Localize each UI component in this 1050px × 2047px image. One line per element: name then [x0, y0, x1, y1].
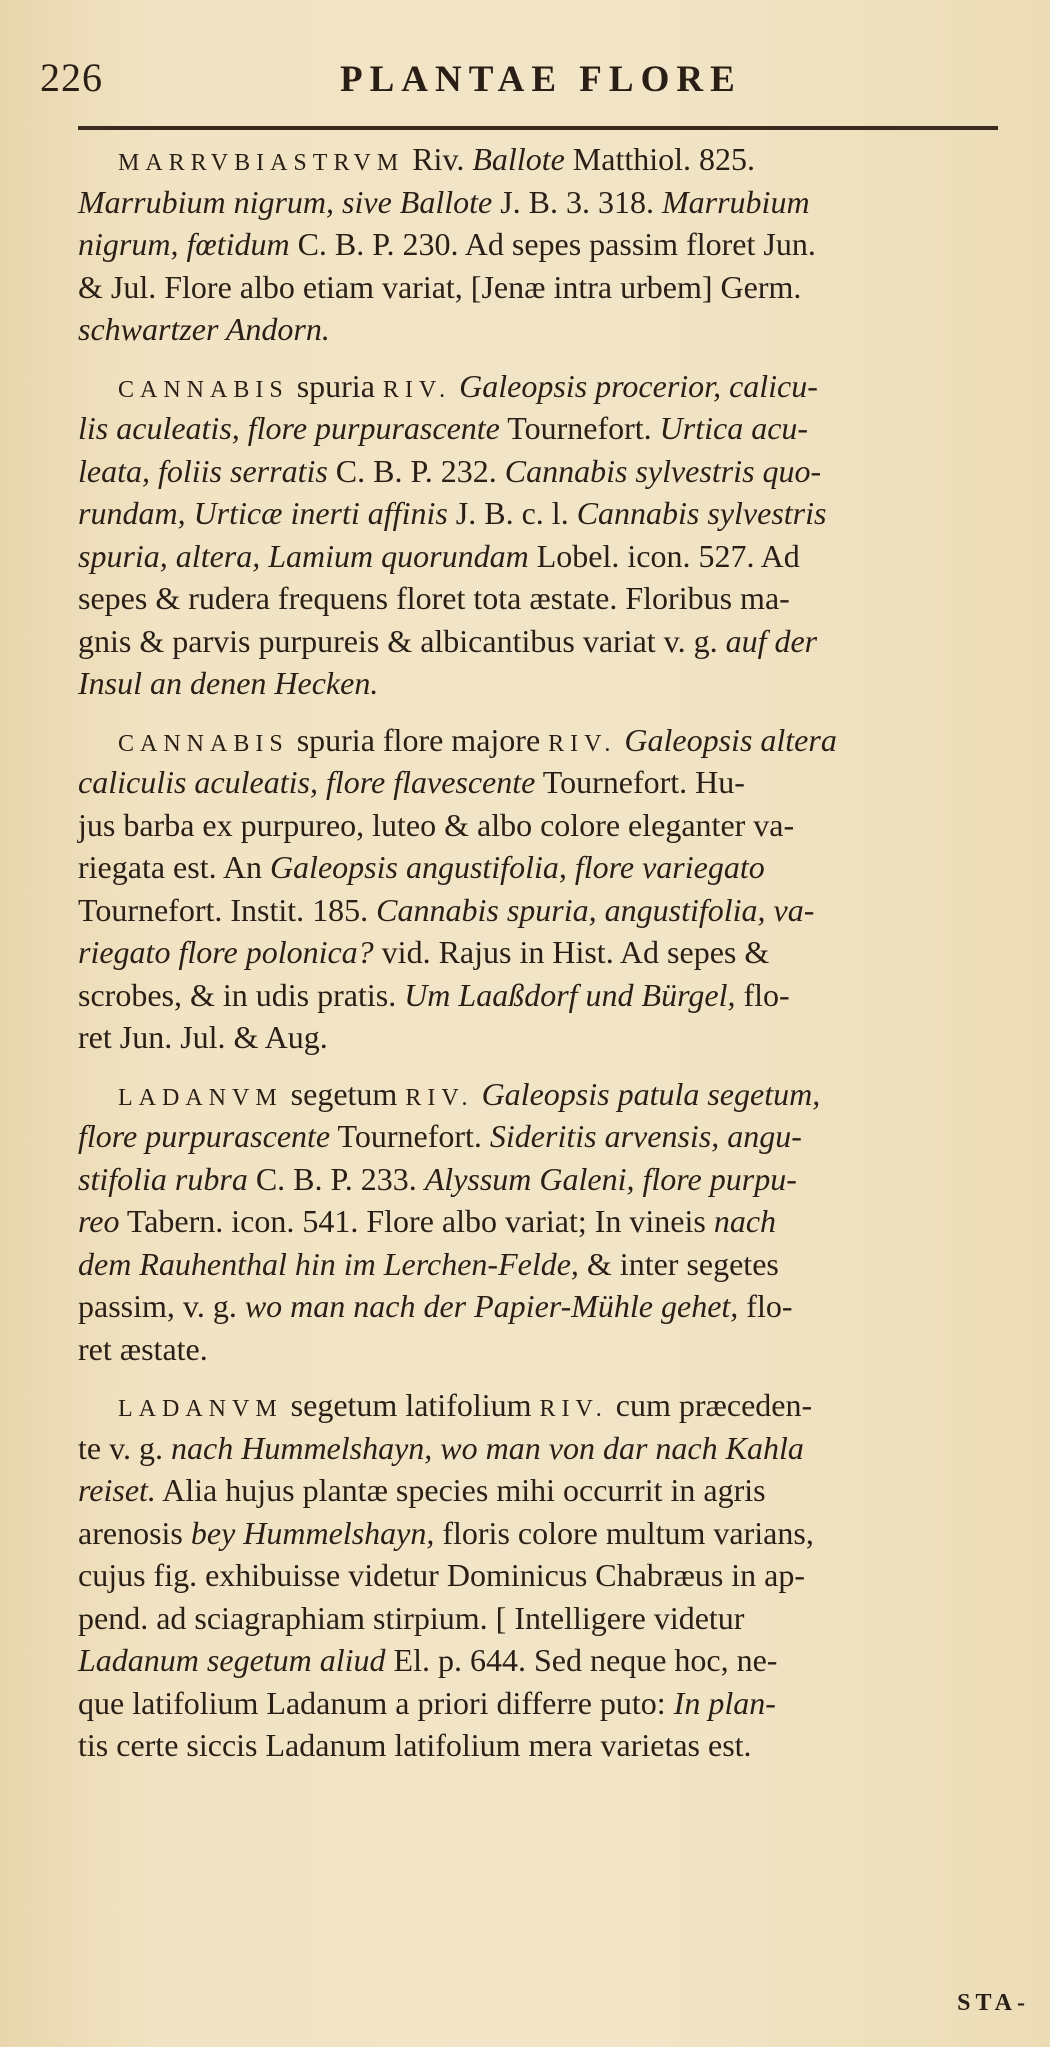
italic-run: schwartzer Andorn.: [78, 311, 330, 347]
small-caps-run: CANNABIS: [118, 376, 289, 403]
text-line: [78, 1016, 1030, 1059]
entry: [78, 138, 1030, 351]
italic-run: caliculis aculeatis, flore flavescente: [78, 764, 536, 800]
italic-run: wo man nach der Papier-Mühle gehet,: [244, 1288, 739, 1324]
text-run: tis certe siccis Ladanum latifolium mera varietas est.: [78, 1727, 752, 1763]
text-run: El. p. 644. Sed neque hoc, ne-: [385, 1642, 778, 1678]
text-run: que latifolium Ladanum a priori differre puto:: [78, 1684, 674, 1721]
text-line: [78, 1328, 1030, 1371]
text-run: J. B. c. l.: [447, 495, 577, 531]
text-line: [78, 266, 1030, 309]
text-line: [78, 308, 1030, 351]
italic-run: rundam, Urticæ inerti affinis: [78, 495, 448, 531]
italic-run: bey Hummelshayn,: [190, 1514, 435, 1551]
text-line: [78, 1384, 1030, 1427]
text-line: [78, 1200, 1030, 1243]
small-caps-run: MARRVBIASTRVM: [118, 150, 405, 176]
text-run: Alia hujus plantæ species mihi occurrit in agris: [155, 1472, 766, 1508]
small-caps-run: RIV.: [405, 1084, 474, 1111]
text-run: Tournefort. Instit. 185.: [78, 891, 377, 928]
text-line: [78, 365, 1030, 408]
italic-run: spuria, altera, Lamium quorundam: [78, 537, 529, 574]
italic-run: nach Hummelshayn, wo man von dar nach Kahla: [171, 1429, 804, 1466]
text-run: Tournefort.: [330, 1118, 490, 1154]
text-line: [78, 1285, 1030, 1328]
italic-run: leata, foliis serratis: [78, 452, 328, 489]
text-line: [78, 931, 1030, 974]
text-line: [78, 620, 1030, 663]
text-line: [78, 1158, 1030, 1201]
text-run: jus barba ex purpureo, luteo & albo colore eleganter va-: [78, 806, 795, 843]
small-caps-run: RIV.: [539, 1396, 608, 1422]
text-line: [78, 761, 1030, 804]
text-run: pend. ad sciagraphiam stirpium. [ Intelligere videtur: [78, 1599, 745, 1636]
text-run: riegata est. An: [78, 849, 270, 885]
italic-run: Marrubium nigrum, sive Ballote: [78, 183, 493, 220]
text-line: [78, 535, 1030, 578]
text-line: [78, 1554, 1030, 1597]
text-run: & inter segetes: [578, 1245, 779, 1282]
text-run: flo-: [735, 976, 790, 1013]
text-line: [78, 1073, 1030, 1116]
italic-run: dem Rauhenthal hin im Lerchen-Felde,: [78, 1245, 579, 1282]
italic-run: flore purpurascente: [78, 1118, 331, 1154]
text-line: [78, 974, 1030, 1017]
text-run: Tournefort.: [499, 410, 660, 446]
italic-run: Cannabis sylvestris: [576, 495, 827, 531]
text-run: Matthiol. 825.: [564, 141, 755, 177]
italic-run: Um Laaßdorf und Bürgel,: [404, 976, 736, 1013]
text-line: [78, 1639, 1030, 1682]
italic-run: In plan-: [673, 1684, 776, 1721]
text-run: ret Jun. Jul. & Aug.: [78, 1019, 328, 1055]
text-run: flo-: [738, 1288, 793, 1324]
text-run: floris colore multum varians,: [434, 1514, 814, 1551]
text-line: [78, 181, 1030, 224]
text-run: Riv.: [404, 141, 473, 177]
italic-run: Cannabis spuria, angustifolia, va-: [376, 891, 815, 928]
text-run: Lobel. icon. 527. Ad: [528, 537, 800, 574]
text-run: segetum: [282, 1075, 406, 1112]
text-run: & Jul. Flore albo etiam variat, [Jenæ intra urbem] Germ.: [78, 268, 802, 305]
entry: [78, 719, 1030, 1059]
italic-run: Galeopsis patula segetum,: [481, 1075, 821, 1112]
italic-run: Cannabis sylvestris quo-: [504, 452, 822, 489]
text-run: spuria flore majore: [288, 721, 549, 758]
page-header: [40, 48, 1000, 108]
text-line: [78, 1427, 1030, 1470]
text-run: [474, 1076, 482, 1112]
text-run: C. B. P. 232.: [327, 452, 505, 489]
text-line: [78, 223, 1030, 266]
italic-run: Galeopsis procerior, calicu-: [459, 367, 818, 404]
text-line: [78, 1512, 1030, 1555]
text-run: scrobes, & in udis pratis.: [78, 976, 405, 1013]
text-line: [78, 889, 1030, 932]
text-line: [78, 1469, 1030, 1512]
text-run: arenosis: [78, 1514, 191, 1551]
text-line: [78, 1243, 1030, 1286]
italic-run: stifolia rubra: [78, 1160, 248, 1197]
italic-run: reo: [78, 1203, 120, 1239]
italic-run: lis aculeatis, flore purpurascente: [78, 410, 500, 446]
text-line: [78, 1724, 1030, 1767]
running-title: PLANTAE FLORE: [340, 59, 742, 100]
text-run: sepes & rudera frequens floret tota æstate. Floribus ma-: [78, 580, 790, 616]
small-caps-run: CANNABIS: [118, 730, 289, 757]
text-line: [78, 846, 1030, 889]
text-run: ret æstate.: [78, 1330, 208, 1367]
italic-run: Ladanum segetum aliud: [78, 1642, 386, 1678]
text-line: [78, 138, 1030, 181]
italic-run: Sideritis arvensis, angu-: [489, 1118, 802, 1154]
italic-run: Alyssum Galeni, flore purpu-: [424, 1160, 797, 1197]
entry: [78, 1384, 1030, 1767]
italic-run: Insul an denen Hecken.: [78, 665, 379, 701]
text-run: cujus fig. exhibuisse videtur Dominicus Chabræus in ap-: [78, 1557, 806, 1593]
text-run: te v. g.: [78, 1429, 172, 1466]
italic-run: reiset.: [78, 1472, 156, 1508]
page-number: 226: [40, 55, 103, 100]
small-caps-run: LADANVM: [118, 1084, 283, 1111]
text-run: gnis & parvis purpureis & albicantibus variat v. g.: [78, 622, 726, 659]
italic-run: auf der: [725, 622, 818, 659]
text-line: [78, 719, 1030, 762]
text-run: spuria: [288, 367, 383, 404]
text-run: passim, v. g.: [78, 1288, 245, 1324]
text-line: [78, 577, 1030, 620]
text-run: cum præceden-: [607, 1387, 813, 1423]
entry: [78, 1073, 1030, 1371]
italic-run: riegato flore polonica?: [78, 934, 374, 970]
text-run: J. B. 3. 318.: [492, 183, 662, 220]
body-text: [78, 138, 1030, 1781]
text-run: C. B. P. 233.: [247, 1160, 425, 1197]
text-run: vid. Rajus in Hist. Ad sepes &: [373, 934, 770, 970]
italic-run: Marrubium: [661, 183, 810, 220]
small-caps-run: RIV.: [548, 730, 617, 757]
text-line: [78, 1115, 1030, 1158]
catchword: STA-: [957, 1990, 1030, 2016]
italic-run: nigrum, fœtidum: [78, 226, 290, 262]
italic-run: Galeopsis angustifolia, flore variegato: [269, 849, 765, 885]
small-caps-run: RIV.: [382, 376, 452, 403]
text-line: [78, 662, 1030, 705]
text-line: [78, 407, 1030, 450]
italic-run: Urtica acu-: [659, 410, 809, 446]
italic-run: Galeopsis altera: [624, 721, 837, 758]
text-run: [451, 368, 459, 404]
italic-run: nach: [713, 1203, 777, 1239]
text-line: [78, 492, 1030, 535]
text-run: Tournefort. Hu-: [535, 764, 745, 800]
text-run: C. B. P. 230. Ad sepes passim floret Jun.: [289, 226, 816, 262]
text-line: [78, 804, 1030, 847]
italic-run: Ballote: [472, 141, 565, 177]
text-line: [78, 1682, 1030, 1725]
entry: [78, 365, 1030, 705]
header-rule: [78, 126, 998, 130]
text-line: [78, 1597, 1030, 1640]
small-caps-run: LADANVM: [118, 1396, 283, 1422]
text-run: segetum latifolium: [282, 1387, 540, 1423]
text-line: [78, 450, 1030, 493]
text-run: Tabern. icon. 541. Flore albo variat; In vineis: [119, 1203, 714, 1239]
